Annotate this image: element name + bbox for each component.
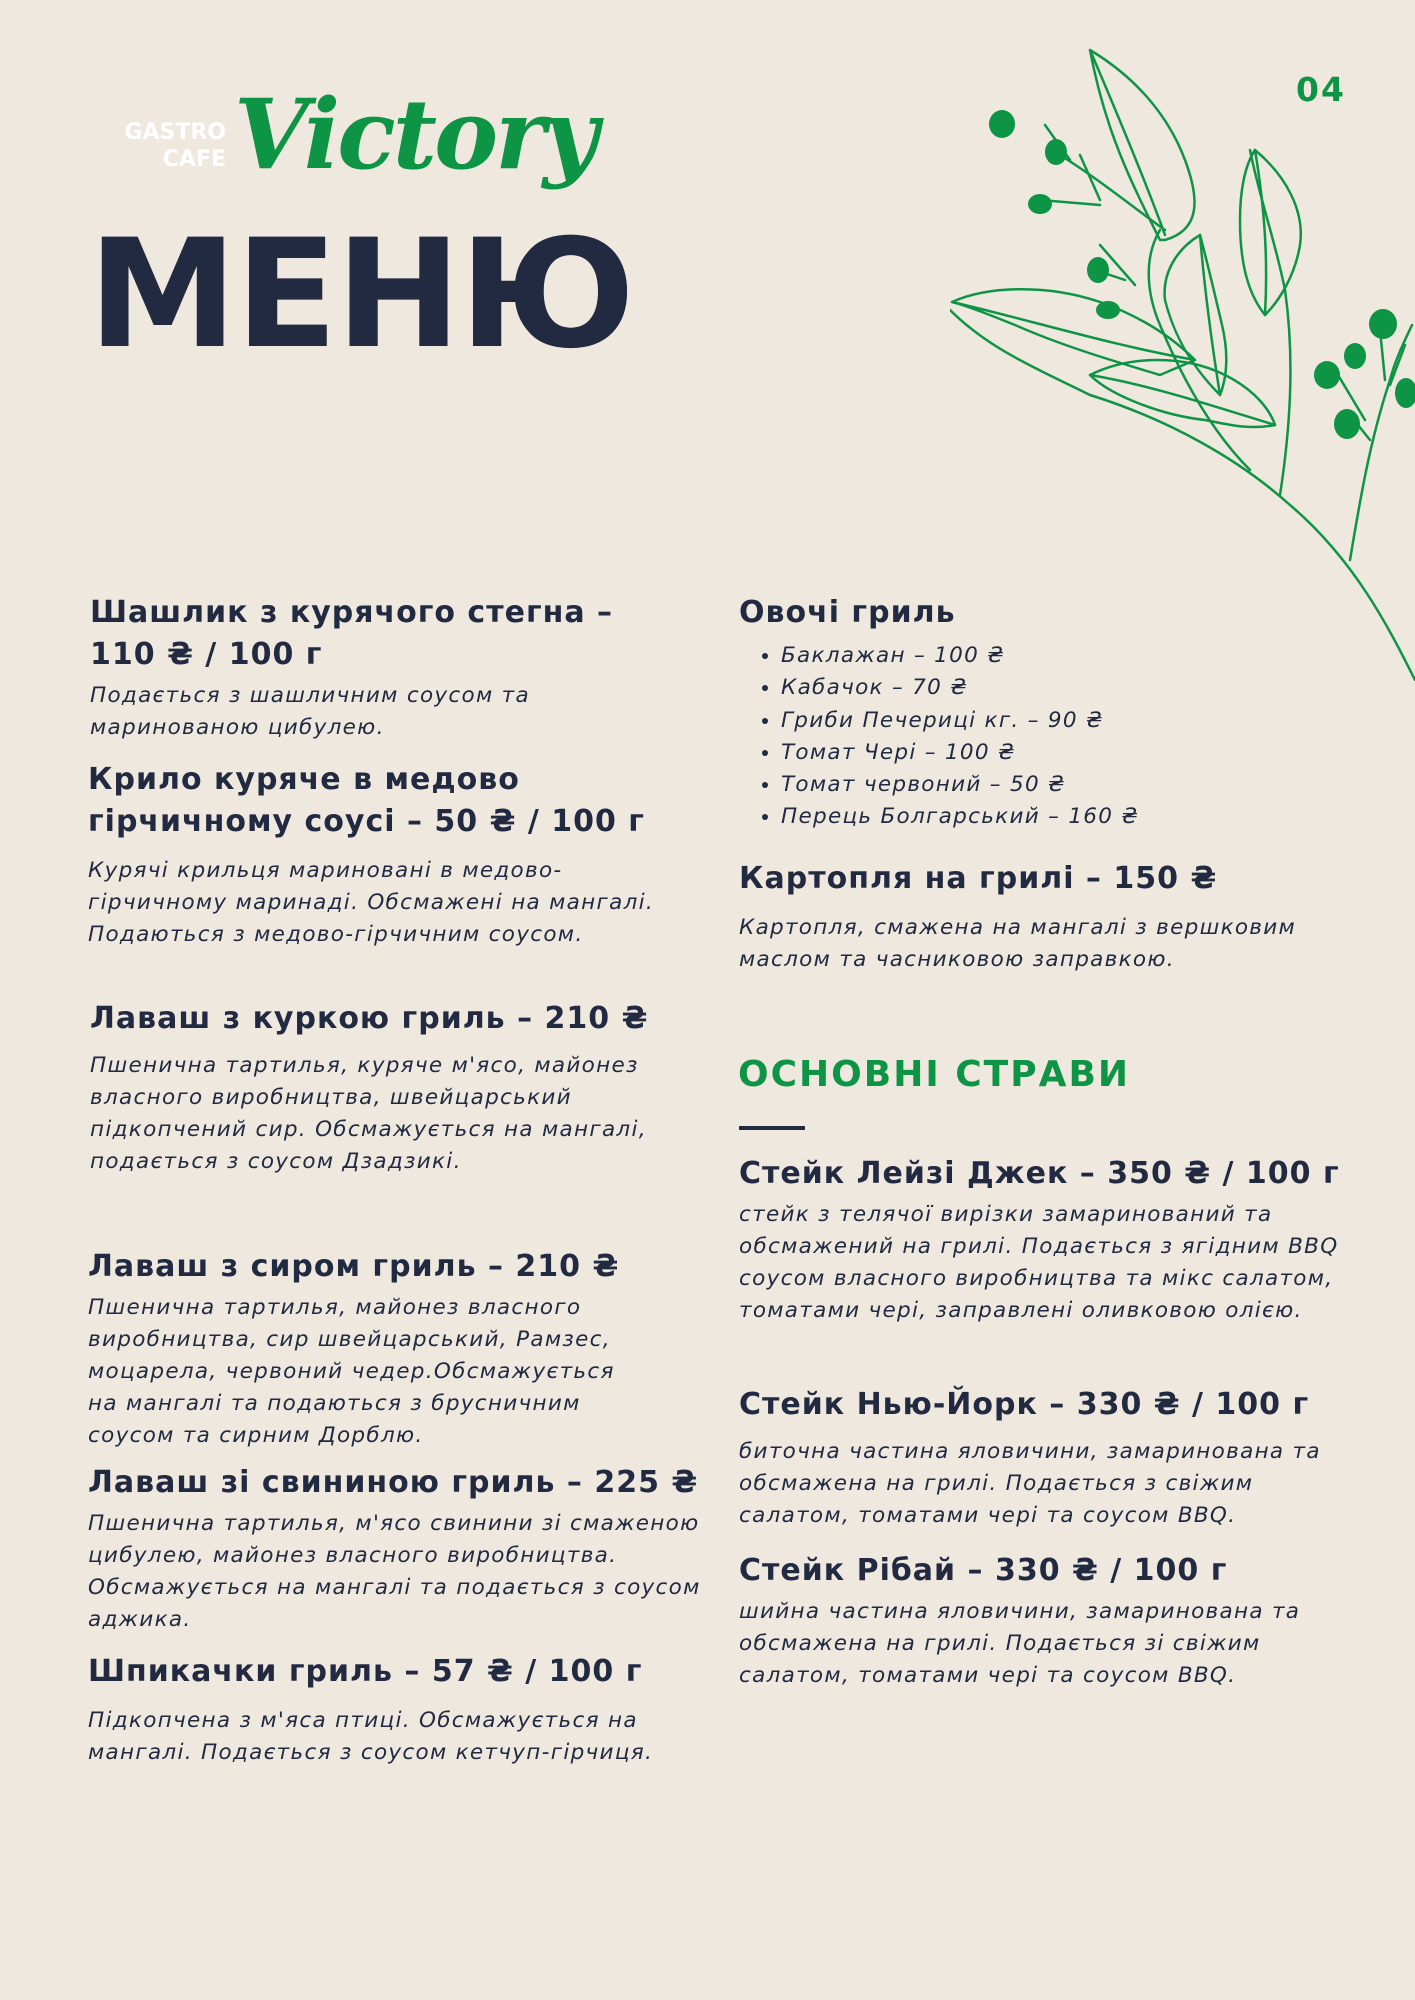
menu-item-description: Подається з шашличним соусом та маринованою цибулею. [90, 683, 530, 740]
menu-item-title: Овочі гриль [739, 595, 956, 630]
menu-item-description: Картопля, смажена на мангалі з вершковим маслом та часниковою заправкою. [739, 915, 1297, 972]
menu-item-title: Стейк Нью-Йорк – 330 ₴ / 100 г [739, 1387, 1310, 1422]
vegetables-list [739, 640, 1339, 834]
menu-item-steak-new-york [739, 1384, 1359, 1532]
list-item: • Гриби Печериці кг. – 90 ₴ [781, 705, 1339, 737]
logo [108, 78, 596, 196]
menu-item-grilled-potato [739, 858, 1339, 976]
menu-item-chicken-thigh-shashlik [90, 592, 650, 744]
menu-item-title: Шпикачки гриль – 57 ₴ / 100 г [88, 1654, 643, 1689]
menu-item-title: Стейк Лейзі Джек – 350 ₴ / 100 г [739, 1156, 1340, 1191]
menu-item-chicken-wings [88, 759, 688, 951]
menu-item-description: шийна частина яловичини, замаринована та обсмажена на грилі. Подається зі свіжим салатом, томатами чері та соусом BBQ. [739, 1599, 1301, 1688]
logo-gastro-text: GASTRO [124, 120, 226, 145]
menu-item-grilled-vegetables [739, 592, 1339, 834]
menu-item-title: Лаваш з куркою гриль – 210 ₴ [90, 1001, 649, 1036]
list-item: • Кабачок – 70 ₴ [781, 672, 1339, 704]
menu-item-steak-lazy-jack [739, 1153, 1379, 1327]
section-divider [739, 1126, 805, 1130]
menu-item-description: стейк з телячої вирізки замаринований та обсмажений на грилі. Подається з ягідним BBQ соусом власного виробництва та мікс салатом, томатами чері, заправлені оливковою олією. [739, 1202, 1339, 1323]
menu-item-description: Курячі крильця мариновані в медово-гірчичному маринаді. Обсмажені на мангалі. Подаються з медово-гірчичним соусом. [88, 858, 655, 947]
list-item: • Томат Чері – 100 ₴ [781, 737, 1339, 769]
section-title-main-dishes: ОСНОВНІ СТРАВИ [738, 1054, 1131, 1095]
menu-item-steak-ribeye [739, 1550, 1339, 1692]
menu-item-description: Пшенична тартилья, куряче м'ясо, майонез власного виробництва, швейцарський підкопчений сир. Обсмажується на мангалі, подається з соусом Дзадзикі. [90, 1053, 647, 1174]
logo-gastro-cafe [108, 119, 226, 173]
list-item: • Перець Болгарський – 160 ₴ [781, 801, 1339, 833]
menu-item-title: Лаваш зі свининою гриль – 225 ₴ [88, 1465, 699, 1500]
menu-item-title: Крило куряче в медово гірчичному соусі – 50 ₴ / 100 г [88, 762, 645, 839]
menu-item-sausages [88, 1651, 708, 1769]
menu-item-description: Пшенична тартилья, м'ясо свинини зі смаженою цибулею, майонез власного виробництва. Обсмажується на мангалі та подається з соусом аджика. [88, 1511, 701, 1632]
menu-item-title: Лаваш з сиром гриль – 210 ₴ [88, 1249, 620, 1284]
page-title: МЕНЮ [88, 208, 634, 382]
menu-item-description: биточна частина яловичини, замаринована та обсмажена на грилі. Подається з свіжим салатом, томатами чері та соусом BBQ. [739, 1439, 1321, 1528]
list-item: • Томат червоний – 50 ₴ [781, 769, 1339, 801]
page-number: 04 [1296, 70, 1346, 109]
menu-item-description: Підкопчена з м'яса птиці. Обсмажується на мангалі. Подається з соусом кетчуп-гірчиця. [88, 1708, 654, 1765]
logo-victory-text: Victory [234, 78, 596, 191]
menu-item-title: Шашлик з курячого стегна – 110 ₴ / 100 г [90, 595, 614, 672]
menu-item-description: Пшенична тартилья, майонез власного виробництва, сир швейцарський, Рамзес, моцарела, червоний чедер.Обсмажується на мангалі та подаються з брусничним соусом та сирним Дорблю. [88, 1295, 615, 1448]
menu-item-cheese-lavash [88, 1246, 648, 1452]
list-item: • Баклажан – 100 ₴ [781, 640, 1339, 672]
menu-item-title: Стейк Рібай – 330 ₴ / 100 г [739, 1553, 1228, 1588]
menu-item-chicken-lavash [90, 998, 650, 1178]
menu-item-pork-lavash [88, 1462, 708, 1636]
logo-cafe-text: CAFE [162, 147, 226, 172]
menu-item-title: Картопля на грилі – 150 ₴ [739, 861, 1218, 896]
